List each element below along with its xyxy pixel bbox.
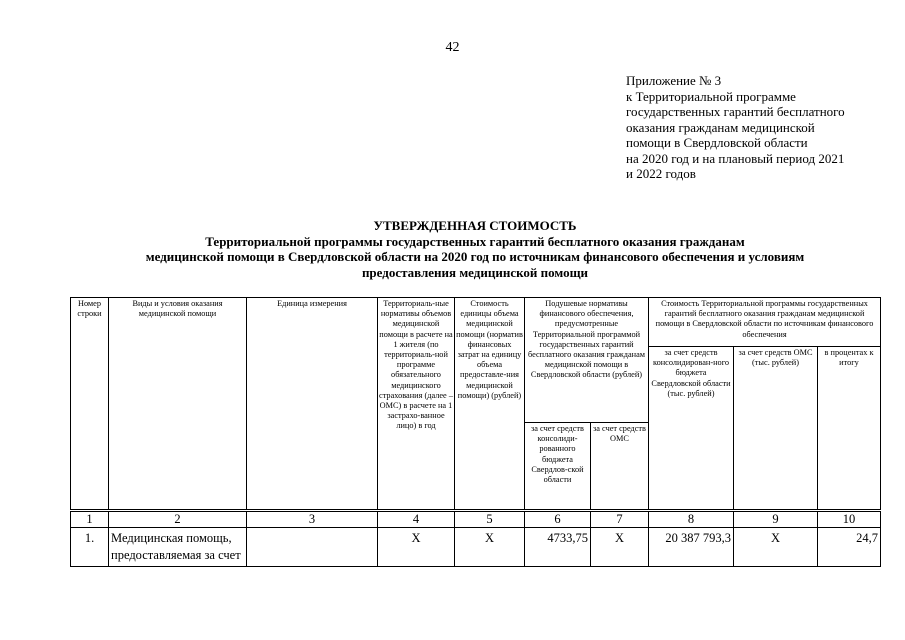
document-title <box>60 218 890 280</box>
appendix-line: оказания гражданам медицинской <box>626 119 815 135</box>
appendix-line: государственных гарантий бесплатного <box>626 104 845 119</box>
row-cost-oms: Х <box>734 528 818 567</box>
column-number: 4 <box>378 511 455 528</box>
row-unit-cost: Х <box>455 528 525 567</box>
header-cost-oms: за счет средств ОМС (тыс. рублей) <box>734 347 818 511</box>
appendix-line: помощи в Свердловской области <box>626 135 808 150</box>
column-number: 3 <box>247 511 378 528</box>
appendix-note <box>626 73 896 182</box>
title-line: Территориальной программы государственных гарантий бесплатного оказания гражданам <box>205 233 745 249</box>
column-number: 1 <box>71 511 109 528</box>
title-line: УТВЕРЖДЕННАЯ СТОИМОСТЬ <box>373 218 577 233</box>
column-number: 5 <box>455 511 525 528</box>
header-per-capita: Подушевые нормативы финансового обеспечения, предусмотренные Территориальной программой государственных гарантий бесплатного оказания гражданам медицинской помощи в Свердловской области (рублей) <box>525 298 649 423</box>
header-unit-cost: Стоимость единицы объема медицинской помощи (норматив финансовых затрат на единицу объема предоставле-ния медицинской помощи) (рублей) <box>455 298 525 511</box>
header-per-capita-oms: за счет средств ОМС <box>591 423 649 511</box>
header-cost-budget: за счет средств консолидирован-ного бюджета Свердловской области (тыс. рублей) <box>649 347 734 511</box>
table-row <box>71 528 881 567</box>
header-types: Виды и условия оказания медицинской помощи <box>109 298 247 511</box>
header-row-number: Номер строки <box>71 298 109 511</box>
row-percent: 24,7 <box>818 528 881 567</box>
appendix-line: к Территориальной программе <box>626 88 796 104</box>
appendix-line: и 2022 годов <box>626 166 696 181</box>
title-line: медицинской помощи в Свердловской области на 2020 год по источникам финансового обеспечения и условиям <box>145 249 805 264</box>
header-per-capita-budget: за счет средств консолиди-рованного бюджета Свердлов-ской области <box>525 423 591 511</box>
header-cost-percent: в процентах к итогу <box>818 347 881 511</box>
column-number: 8 <box>649 511 734 528</box>
column-number: 6 <box>525 511 591 528</box>
column-number: 10 <box>818 511 881 528</box>
appendix-line: Приложение № 3 <box>626 73 722 88</box>
column-number: 2 <box>109 511 247 528</box>
header-cost: Стоимость Территориальной программы государственных гарантий бесплатного оказания гражданам медицинской помощи в Свердловской области по источникам финансового обеспечения <box>649 298 881 347</box>
row-unit <box>247 528 378 567</box>
row-volume: Х <box>378 528 455 567</box>
row-per-capita-budget: 4733,75 <box>525 528 591 567</box>
title-line: предоставления медицинской помощи <box>361 264 589 280</box>
column-number: 9 <box>734 511 818 528</box>
row-cost-budget: 20 387 793,3 <box>649 528 734 567</box>
row-name: Медицинская помощь, предоставляемая за счет <box>109 528 247 567</box>
page-number: 42 <box>445 40 460 55</box>
header-volume-norms: Территориаль-ные нормативы объемов медицинской помощи в расчете на 1 жителя (по территориаль-ной программе обязательного медицинского страхования (далее – ОМС) в расчете на 1 застрахо-ванное лицо) в год <box>378 298 455 511</box>
row-number: 1. <box>71 528 109 567</box>
header-unit: Единица измерения <box>247 298 378 511</box>
appendix-line: на 2020 год и на плановый период 2021 <box>626 150 845 166</box>
row-per-capita-oms: Х <box>591 528 649 567</box>
cost-table <box>70 297 881 567</box>
column-number: 7 <box>591 511 649 528</box>
